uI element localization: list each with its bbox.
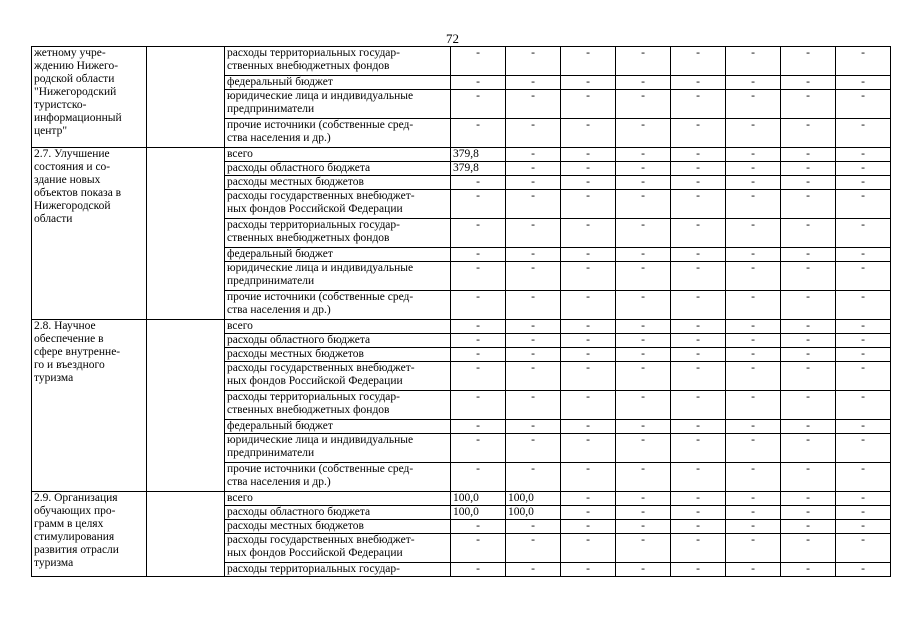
value-cell: -	[616, 176, 671, 190]
value-cell: -	[561, 90, 616, 119]
value-cell: -	[451, 391, 506, 420]
value-cell: -	[506, 47, 561, 76]
funding-source-label: всего	[225, 320, 451, 334]
funding-source-label: расходы территориальных государ-	[225, 563, 451, 577]
funding-source-label: расходы местных бюджетов	[225, 176, 451, 190]
value-cell: -	[781, 190, 836, 219]
value-cell: -	[726, 76, 781, 90]
value-cell: -	[781, 534, 836, 563]
value-cell: -	[561, 362, 616, 391]
value-cell: -	[451, 434, 506, 463]
value-cell: -	[781, 76, 836, 90]
value-cell: -	[781, 520, 836, 534]
value-cell: -	[726, 162, 781, 176]
value-cell: -	[616, 320, 671, 334]
value-cell: -	[836, 176, 891, 190]
value-cell: -	[561, 248, 616, 262]
value-cell: -	[451, 119, 506, 148]
value-cell: -	[781, 420, 836, 434]
value-cell: -	[781, 176, 836, 190]
value-cell: -	[506, 520, 561, 534]
value-cell: -	[616, 492, 671, 506]
value-cell: -	[836, 420, 891, 434]
funding-source-label: расходы областного бюджета	[225, 334, 451, 348]
funding-source-label: всего	[225, 148, 451, 162]
value-cell: -	[561, 534, 616, 563]
value-cell: -	[561, 334, 616, 348]
value-cell: -	[561, 420, 616, 434]
measure-name: 2.9. Организация обучающих про- грамм в целях стимулирования развития отрасли туризма	[32, 492, 147, 577]
value-cell: -	[506, 420, 561, 434]
value-cell: -	[726, 348, 781, 362]
value-cell: -	[726, 534, 781, 563]
funding-source-label: расходы местных бюджетов	[225, 520, 451, 534]
funding-source-label: прочие источники (собственные сред- ства населения и др.)	[225, 291, 451, 320]
value-cell: -	[836, 534, 891, 563]
value-cell: 100,0	[451, 506, 506, 520]
value-cell: -	[561, 190, 616, 219]
measure-name: 2.7. Улучшение состояния и со- здание новых объектов показа в Нижегородской области	[32, 148, 147, 320]
value-cell: -	[726, 47, 781, 76]
value-cell: -	[781, 47, 836, 76]
value-cell: -	[671, 219, 726, 248]
value-cell: -	[726, 90, 781, 119]
value-cell: -	[616, 219, 671, 248]
value-cell: -	[671, 492, 726, 506]
value-cell: 379,8	[451, 148, 506, 162]
value-cell: -	[616, 463, 671, 492]
value-cell: -	[671, 76, 726, 90]
value-cell: -	[781, 119, 836, 148]
value-cell: -	[451, 534, 506, 563]
value-cell: -	[616, 162, 671, 176]
value-cell: -	[726, 320, 781, 334]
value-cell: -	[726, 362, 781, 391]
value-cell: -	[671, 262, 726, 291]
value-cell: -	[671, 291, 726, 320]
value-cell: -	[671, 190, 726, 219]
value-cell: -	[561, 506, 616, 520]
funding-source-label: прочие источники (собственные сред- ства населения и др.)	[225, 463, 451, 492]
value-cell: -	[506, 162, 561, 176]
value-cell: -	[836, 334, 891, 348]
value-cell: 100,0	[451, 492, 506, 506]
value-cell: -	[451, 320, 506, 334]
value-cell: -	[616, 348, 671, 362]
value-cell: -	[726, 520, 781, 534]
value-cell: -	[616, 334, 671, 348]
funding-source-label: прочие источники (собственные сред- ства населения и др.)	[225, 119, 451, 148]
value-cell: -	[616, 262, 671, 291]
value-cell: -	[561, 148, 616, 162]
value-cell: -	[836, 320, 891, 334]
value-cell: -	[781, 348, 836, 362]
value-cell: -	[506, 219, 561, 248]
funding-source-label: расходы местных бюджетов	[225, 348, 451, 362]
value-cell: -	[451, 334, 506, 348]
value-cell: -	[451, 348, 506, 362]
value-cell: -	[836, 148, 891, 162]
value-cell: -	[836, 463, 891, 492]
value-cell: -	[616, 434, 671, 463]
value-cell: -	[451, 463, 506, 492]
value-cell: -	[561, 563, 616, 577]
funding-source-label: юридические лица и индивидуальные предприниматели	[225, 262, 451, 291]
value-cell: -	[561, 262, 616, 291]
value-cell: -	[506, 148, 561, 162]
funding-source-label: федеральный бюджет	[225, 420, 451, 434]
value-cell: -	[561, 119, 616, 148]
funding-source-label: расходы государственных внебюджет- ных фондов Российской Федерации	[225, 190, 451, 219]
value-cell: -	[726, 248, 781, 262]
value-cell: -	[561, 492, 616, 506]
executor-cell	[147, 148, 225, 320]
value-cell: -	[671, 506, 726, 520]
value-cell: -	[506, 248, 561, 262]
value-cell: -	[616, 248, 671, 262]
funding-source-label: федеральный бюджет	[225, 76, 451, 90]
value-cell: -	[671, 334, 726, 348]
value-cell: -	[726, 420, 781, 434]
value-cell: -	[561, 291, 616, 320]
value-cell: -	[616, 47, 671, 76]
value-cell: -	[836, 47, 891, 76]
value-cell: -	[451, 248, 506, 262]
value-cell: 100,0	[506, 506, 561, 520]
value-cell: -	[451, 190, 506, 219]
value-cell: -	[671, 320, 726, 334]
page-number: 72	[446, 31, 459, 46]
value-cell: -	[506, 320, 561, 334]
value-cell: -	[451, 176, 506, 190]
value-cell: -	[726, 176, 781, 190]
value-cell: -	[506, 76, 561, 90]
funding-source-label: расходы территориальных государ- ственных внебюджетных фондов	[225, 219, 451, 248]
funding-source-label: расходы областного бюджета	[225, 162, 451, 176]
value-cell: -	[726, 434, 781, 463]
value-cell: -	[671, 420, 726, 434]
value-cell: -	[781, 148, 836, 162]
funding-source-label: расходы государственных внебюджет- ных фондов Российской Федерации	[225, 362, 451, 391]
value-cell: -	[781, 162, 836, 176]
value-cell: -	[506, 534, 561, 563]
value-cell: -	[561, 520, 616, 534]
value-cell: -	[561, 176, 616, 190]
value-cell: -	[726, 463, 781, 492]
value-cell: -	[836, 76, 891, 90]
value-cell: -	[506, 434, 561, 463]
value-cell: -	[781, 320, 836, 334]
value-cell: -	[616, 190, 671, 219]
value-cell: -	[781, 506, 836, 520]
executor-cell	[147, 47, 225, 148]
value-cell: -	[616, 148, 671, 162]
financing-table	[31, 46, 891, 577]
value-cell: -	[671, 391, 726, 420]
value-cell: -	[671, 434, 726, 463]
financing-table-body	[32, 47, 891, 577]
value-cell: -	[726, 291, 781, 320]
table-row	[32, 320, 891, 334]
value-cell: -	[836, 434, 891, 463]
funding-source-label: расходы территориальных государ- ственных внебюджетных фондов	[225, 391, 451, 420]
value-cell: -	[781, 362, 836, 391]
value-cell: -	[506, 291, 561, 320]
value-cell: -	[451, 362, 506, 391]
value-cell: -	[451, 219, 506, 248]
value-cell: -	[836, 362, 891, 391]
value-cell: -	[451, 90, 506, 119]
value-cell: -	[561, 76, 616, 90]
value-cell: -	[836, 563, 891, 577]
value-cell: -	[506, 119, 561, 148]
value-cell: -	[781, 262, 836, 291]
value-cell: -	[726, 563, 781, 577]
value-cell: -	[726, 262, 781, 291]
value-cell: -	[726, 506, 781, 520]
value-cell: -	[671, 162, 726, 176]
value-cell: -	[451, 262, 506, 291]
value-cell: -	[836, 190, 891, 219]
value-cell: -	[726, 119, 781, 148]
value-cell: -	[616, 291, 671, 320]
value-cell: -	[781, 291, 836, 320]
value-cell: -	[616, 90, 671, 119]
value-cell: -	[781, 463, 836, 492]
value-cell: -	[616, 391, 671, 420]
value-cell: -	[671, 520, 726, 534]
value-cell: -	[506, 190, 561, 219]
value-cell: -	[616, 520, 671, 534]
value-cell: -	[506, 391, 561, 420]
value-cell: -	[836, 219, 891, 248]
value-cell: -	[836, 119, 891, 148]
value-cell: -	[561, 47, 616, 76]
value-cell: -	[781, 492, 836, 506]
value-cell: -	[781, 563, 836, 577]
table-row	[32, 492, 891, 506]
value-cell: -	[561, 348, 616, 362]
value-cell: -	[616, 534, 671, 563]
value-cell: -	[561, 434, 616, 463]
value-cell: -	[451, 47, 506, 76]
value-cell: -	[561, 391, 616, 420]
value-cell: -	[836, 391, 891, 420]
measure-name: жетному учре- ждению Нижего- родской области "Нижегородский туристско- информационный центр"	[32, 47, 147, 148]
funding-source-label: расходы территориальных государ- ственных внебюджетных фондов	[225, 47, 451, 76]
funding-source-label: федеральный бюджет	[225, 248, 451, 262]
value-cell: -	[616, 362, 671, 391]
value-cell: -	[506, 90, 561, 119]
value-cell: -	[561, 463, 616, 492]
value-cell: -	[561, 320, 616, 334]
table-row	[32, 148, 891, 162]
value-cell: -	[506, 463, 561, 492]
value-cell: -	[616, 119, 671, 148]
value-cell: -	[836, 248, 891, 262]
value-cell: -	[561, 162, 616, 176]
value-cell: -	[781, 219, 836, 248]
value-cell: -	[671, 534, 726, 563]
funding-source-label: юридические лица и индивидуальные предприниматели	[225, 434, 451, 463]
funding-source-label: расходы областного бюджета	[225, 506, 451, 520]
value-cell: -	[506, 348, 561, 362]
value-cell: -	[671, 248, 726, 262]
measure-name: 2.8. Научное обеспечение в сфере внутренне- го и въездного туризма	[32, 320, 147, 492]
value-cell: -	[671, 348, 726, 362]
value-cell: -	[726, 334, 781, 348]
value-cell: -	[671, 362, 726, 391]
value-cell: -	[506, 334, 561, 348]
value-cell: -	[671, 47, 726, 76]
value-cell: -	[836, 90, 891, 119]
value-cell: -	[671, 119, 726, 148]
executor-cell	[147, 492, 225, 577]
value-cell: -	[781, 248, 836, 262]
value-cell: -	[506, 563, 561, 577]
value-cell: -	[671, 463, 726, 492]
value-cell: -	[781, 90, 836, 119]
value-cell: -	[836, 492, 891, 506]
value-cell: -	[506, 176, 561, 190]
value-cell: -	[726, 148, 781, 162]
value-cell: -	[726, 391, 781, 420]
value-cell: -	[781, 391, 836, 420]
funding-source-label: всего	[225, 492, 451, 506]
funding-source-label: расходы государственных внебюджет- ных фондов Российской Федерации	[225, 534, 451, 563]
value-cell: -	[616, 420, 671, 434]
value-cell: -	[451, 520, 506, 534]
value-cell: -	[836, 291, 891, 320]
value-cell: -	[451, 420, 506, 434]
value-cell: -	[726, 492, 781, 506]
value-cell: -	[836, 262, 891, 291]
value-cell: -	[726, 219, 781, 248]
executor-cell	[147, 320, 225, 492]
value-cell: -	[451, 291, 506, 320]
value-cell: -	[451, 76, 506, 90]
value-cell: -	[561, 219, 616, 248]
value-cell: -	[671, 90, 726, 119]
value-cell: -	[781, 334, 836, 348]
value-cell: -	[836, 506, 891, 520]
value-cell: -	[671, 176, 726, 190]
value-cell: -	[451, 563, 506, 577]
value-cell: 379,8	[451, 162, 506, 176]
value-cell: -	[616, 76, 671, 90]
value-cell: 100,0	[506, 492, 561, 506]
value-cell: -	[616, 563, 671, 577]
value-cell: -	[836, 162, 891, 176]
value-cell: -	[616, 506, 671, 520]
value-cell: -	[671, 148, 726, 162]
value-cell: -	[726, 190, 781, 219]
table-row	[32, 47, 891, 76]
value-cell: -	[671, 563, 726, 577]
value-cell: -	[506, 262, 561, 291]
funding-source-label: юридические лица и индивидуальные предприниматели	[225, 90, 451, 119]
value-cell: -	[781, 434, 836, 463]
value-cell: -	[506, 362, 561, 391]
value-cell: -	[836, 520, 891, 534]
value-cell: -	[836, 348, 891, 362]
